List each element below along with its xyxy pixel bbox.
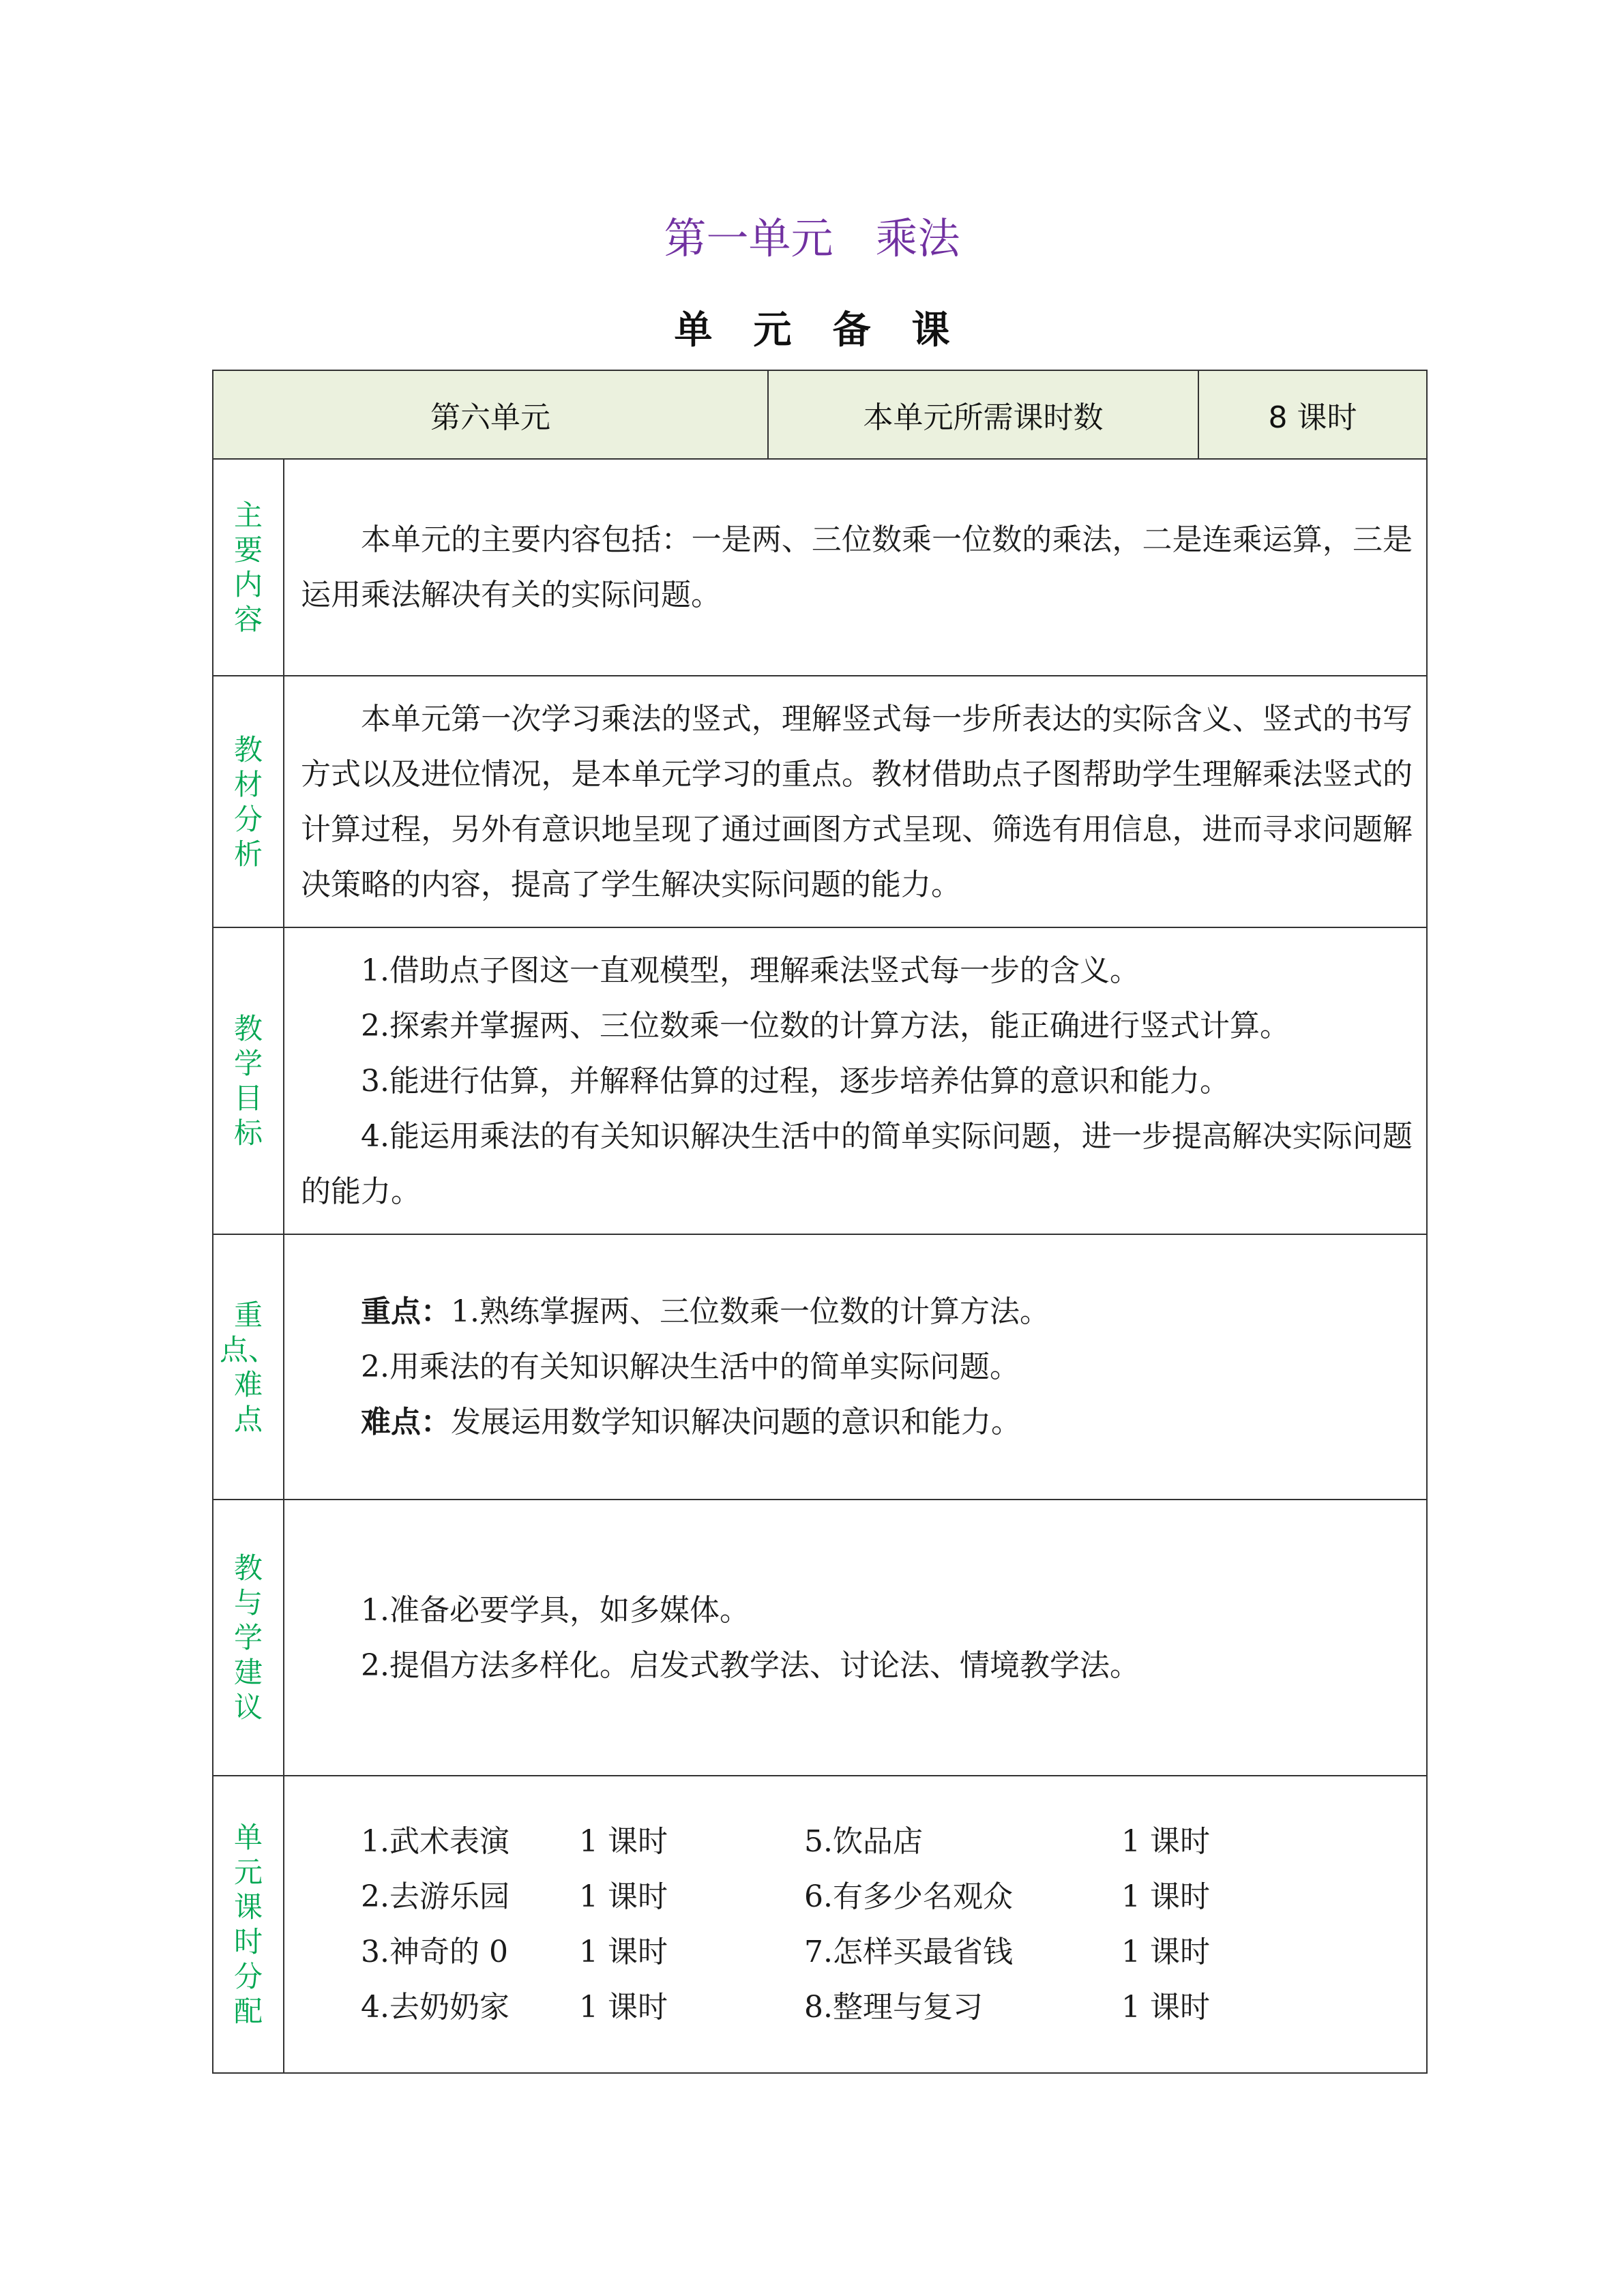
lesson-hours: 1 课时 (1121, 1824, 1210, 1859)
schedule-grid (301, 1814, 1413, 2035)
key-difficult-row (213, 1234, 1427, 1500)
lesson-name: 3.神奇的 0 (361, 1935, 508, 1969)
lesson-name: 4.去奶奶家 (361, 1990, 510, 2025)
key-point-label: 重点： (361, 1294, 451, 1329)
lesson-hours: 1 课时 (579, 1935, 668, 1969)
key-point-2: 2.用乘法的有关知识解决生活中的简单实际问题。 (361, 1350, 1020, 1384)
lesson-hours: 1 课时 (579, 1824, 668, 1859)
difficult-point-line (301, 1395, 1413, 1450)
lesson-name: 6.有多少名观众 (804, 1879, 1013, 1914)
goal-item: 1.借助点子图这一直观模型，理解乘法竖式每一步的含义。 (361, 953, 1140, 988)
lesson-hours: 1 课时 (579, 1990, 668, 2025)
goal-item: 2.探索并掌握两、三位数乘一位数的计算方法，能正确进行竖式计算。 (361, 1008, 1290, 1043)
page-title: 第一单元 乘法 (664, 213, 960, 263)
teaching-goals-cell (284, 927, 1427, 1234)
lesson-name: 8.整理与复习 (804, 1990, 983, 2025)
suggestion-item: 1.准备必要学具，如多媒体。 (361, 1592, 750, 1628)
difficult-point-label: 难点： (361, 1405, 451, 1440)
main-content-cell (284, 459, 1427, 676)
lesson-name: 2.去游乐园 (361, 1879, 510, 1914)
suggestions-cell (284, 1500, 1427, 1776)
key-point-1: 1.熟练掌握两、三位数乘一位数的计算方法。 (451, 1294, 1050, 1329)
goal-item: 3.能进行估算，并解释估算的过程，逐步培养估算的意识和能力。 (361, 1063, 1230, 1099)
schedule-row (213, 1776, 1427, 2073)
textbook-analysis-row (213, 676, 1427, 927)
lesson-hours: 1 课时 (1121, 1935, 1210, 1969)
lesson-hours: 1 课时 (579, 1879, 668, 1914)
textbook-analysis-text: 本单元第一次学习乘法的竖式，理解竖式每一步所表达的实际含义、竖式的书写方式以及进位情况，是本单元学习的重点。教材借助点子图帮助学生理解乘法竖式的计算过程，另外有意识地呈现了通过画图方式呈现、筛选有用信息，进而寻求问题解决策略的内容，提高了学生解决实际问题的能力。 (301, 701, 1413, 902)
suggestions-row (213, 1500, 1427, 1776)
header-row (213, 370, 1427, 459)
teaching-goals-row (213, 927, 1427, 1234)
suggestion-item: 2.提倡方法多样化。启发式教学法、讨论法、情境教学法。 (361, 1648, 1140, 1683)
textbook-analysis-label: 教 材 分 析 (213, 676, 284, 927)
key-difficult-cell (284, 1234, 1427, 1500)
lesson-name: 7.怎样买最省钱 (804, 1935, 1013, 1969)
lesson-name: 5.饮品店 (804, 1824, 923, 1859)
schedule-label: 单 元 课 时 分 配 (213, 1776, 284, 2073)
main-content-row (213, 459, 1427, 676)
lesson-name: 1.武术表演 (361, 1824, 510, 1859)
page-subtitle: 单元备课 (674, 308, 991, 353)
difficult-point-text: 发展运用数学知识解决问题的意识和能力。 (451, 1405, 1021, 1440)
schedule-cell (284, 1776, 1427, 2073)
lesson-plan-table (212, 370, 1428, 2074)
teaching-goals-label: 教 学 目 标 (213, 927, 284, 1234)
lesson-hours: 1 课时 (1121, 1879, 1210, 1914)
hours-label-cell: 本单元所需课时数 (768, 370, 1198, 459)
lesson-hours: 1 课时 (1121, 1990, 1210, 2025)
goal-item: 4.能运用乘法的有关知识解决生活中的简单实际问题，进一步提高解决实际问题的能力。 (301, 1118, 1413, 1209)
key-point-line (301, 1284, 1413, 1339)
main-content-label: 主 要 内 容 (213, 459, 284, 676)
main-content-text: 本单元的主要内容包括：一是两、三位数乘一位数的乘法，二是连乘运算，三是运用乘法解决有关的实际问题。 (301, 522, 1413, 612)
suggestions-label: 教 与 学 建 议 (213, 1500, 284, 1776)
textbook-analysis-cell (284, 676, 1427, 927)
unit-cell: 第六单元 (213, 370, 768, 459)
hours-value-cell: 8 课时 (1198, 370, 1427, 459)
key-difficult-label: 重 点、 难 点 (213, 1234, 284, 1500)
